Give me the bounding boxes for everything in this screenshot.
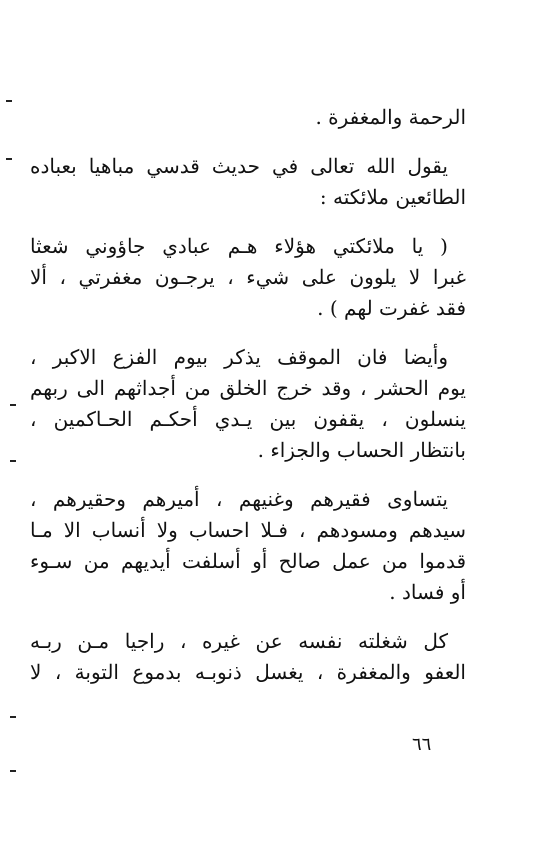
text-line: الرحمة والمغفرة . <box>315 105 466 129</box>
text-line: فقد غفرت لهم ) . <box>317 296 466 320</box>
paragraph <box>30 626 466 688</box>
text-line: بانتظار الحساب والجزاء . <box>257 438 466 462</box>
text-line: الطائعين ملائكته : <box>319 185 466 209</box>
scan-mark <box>6 100 12 102</box>
text-line: كل شغلته نفسه عن غيره ، راجيا مـن ربـه <box>30 629 448 653</box>
paragraph <box>30 231 466 324</box>
body-text <box>30 102 466 688</box>
paragraph <box>30 342 466 466</box>
scan-mark <box>10 770 16 772</box>
text-line: غبرا لا يلوون على شيء ، يرجـون مغفرتي ، ألا <box>30 265 466 289</box>
text-line: يقول الله تعالى في حديث قدسي مباهيا بعباده <box>30 154 448 178</box>
paragraph <box>30 484 466 608</box>
paragraph <box>30 151 466 213</box>
scan-mark <box>10 460 16 462</box>
text-line: يتساوى فقيرهم وغنيهم ، أميرهم وحقيرهم ، <box>30 487 448 511</box>
scan-mark <box>10 716 16 718</box>
scan-mark <box>10 404 16 406</box>
page-number: ٦٦ <box>412 734 432 755</box>
text-line: سيدهم ومسودهم ، فـلا احساب ولا أنساب الا مـا <box>30 518 466 542</box>
text-line: ينسلون ، يقفون بين يـدي أحكـم الحـاكمين ، <box>30 407 466 431</box>
text-line: وأيضا فان الموقف يذكر بيوم الفزع الاكبر ، <box>30 345 448 369</box>
text-line: قدموا من عمل صالح أو أسلفت أيديهم من سـوء <box>30 549 466 573</box>
paragraph <box>30 102 466 133</box>
text-line: أو فساد . <box>389 580 466 604</box>
text-line: ( يا ملائكتي هؤلاء هـم عبادي جاؤوني شعثا <box>30 234 448 258</box>
text-line: يوم الحشر ، وقد خرج الخلق من أجداثهم الى ربهم <box>30 376 466 400</box>
scan-mark <box>6 158 12 160</box>
text-line: العفو والمغفرة ، يغسل ذنوبـه بدموع التوبة ، لا <box>30 660 466 684</box>
